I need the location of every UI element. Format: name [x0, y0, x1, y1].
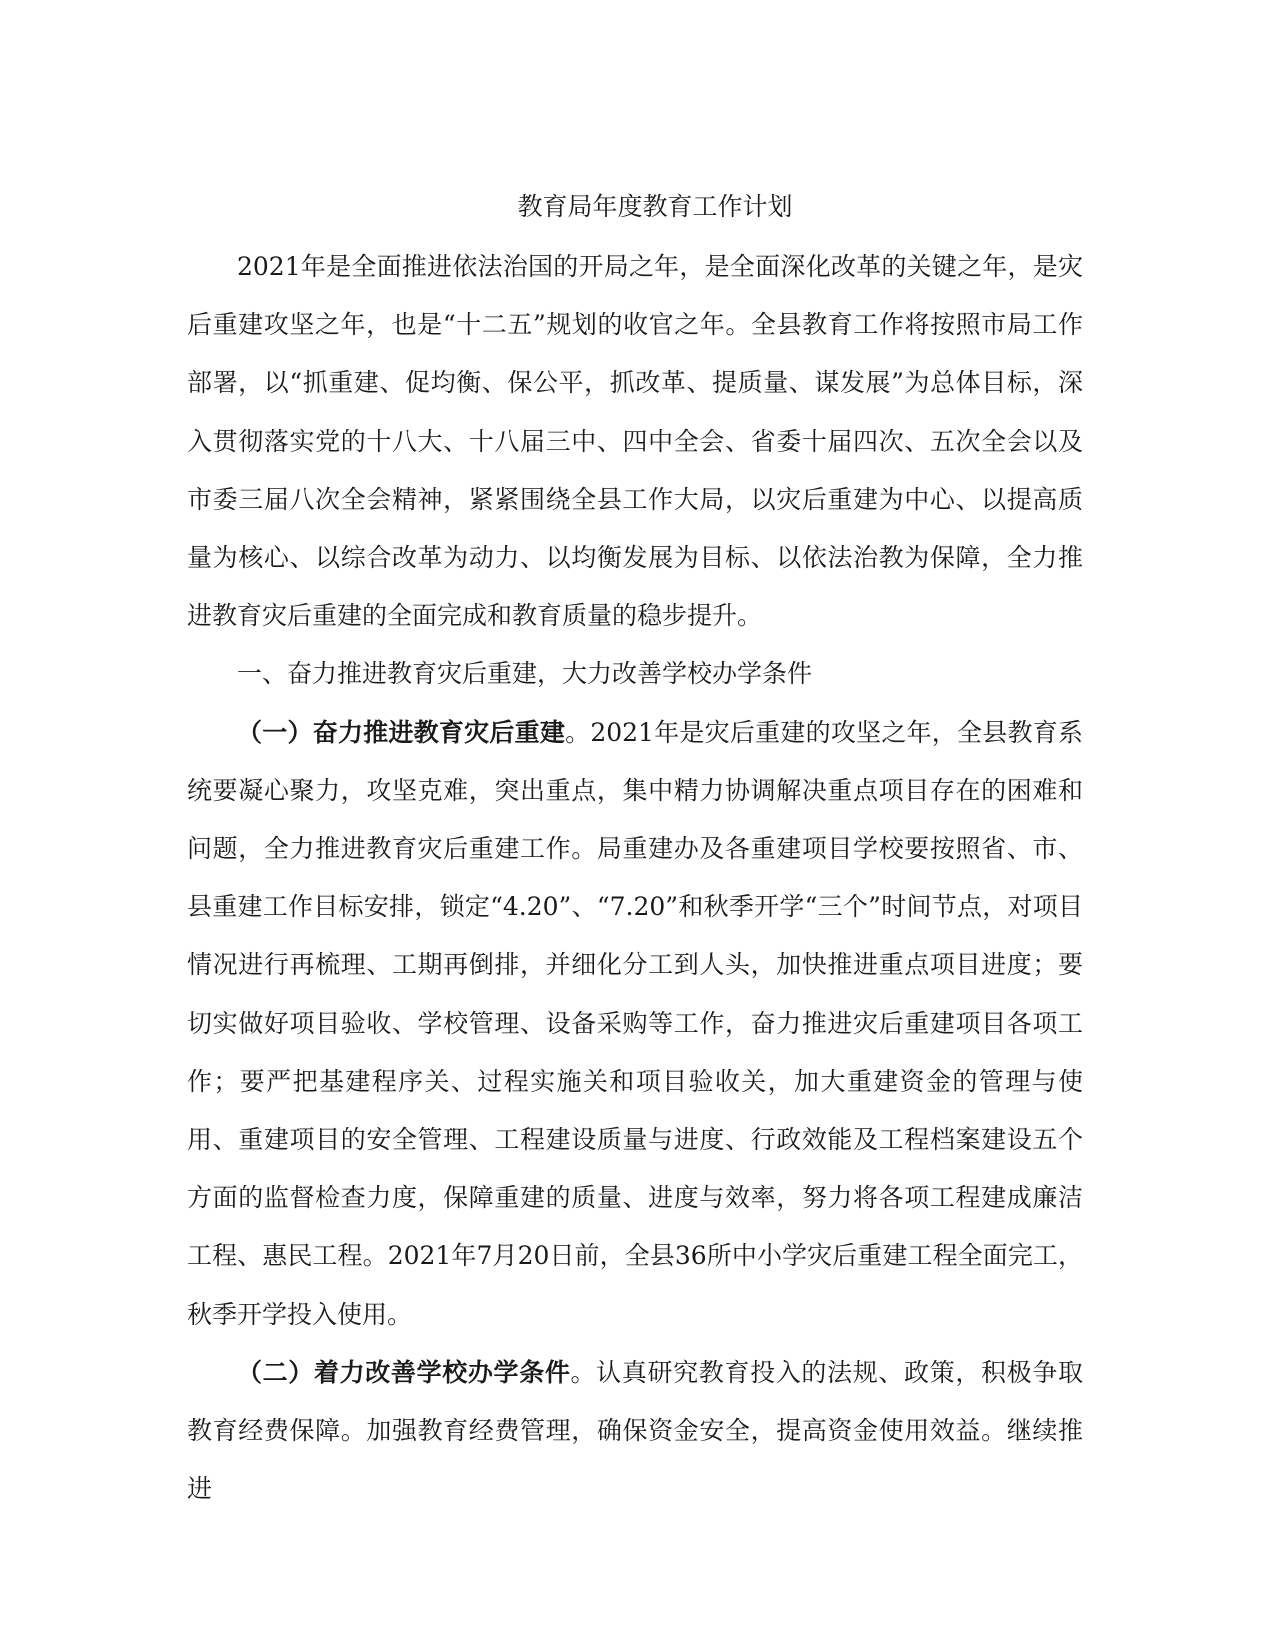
item-text-1: 。2021年是灾后重建的攻坚之年，全县教育系统要凝心聚力，攻坚克难，突出重点，集中精力协调解决重点项目存在的困难和问题，全力推进教育灾后重建工作。局重建办及各重建项目学校要按照省、市、县重建工作目标安排，锁定“4.20”、“7.20”和秋季开学“三个”时间节点，对项目情况进行再梳理、工期再倒排，并细化分工到人头，加快推进重点项目进度；要切实做好项目验收、学校管理、设备采购等工作，奋力推进灾后重建项目各项工作；要严把基建程序关、过程实施关和项目验收关，加大重建资金的管理与使用、重建项目的安全管理、工程建设质量与进度、行政效能及工程档案建设五个方面的监督检查力度，保障重建的质量、进度与效率，努力将各项工程建成廉洁工程、惠民工程。2021年7月20日前，全县36所中小学灾后重建工程全面完工，秋季开学投入使用。	[187, 717, 1083, 1329]
item-text-2: 。认真研究教育投入的法规、政策，积极争取教育经费保障。加强教育经费管理，确保资金安全，提高资金使用效益。继续推进	[187, 1357, 1083, 1504]
section-heading: 一、奋力推进教育灾后重建，大力改善学校办学条件	[237, 659, 813, 689]
item-paragraph-2	[187, 1344, 1083, 1519]
item-paragraph-1	[187, 704, 1083, 1344]
item-title-2: （二）着力改善学校办学条件	[237, 1357, 571, 1387]
item-title-1: （一）奋力推进教育灾后重建	[237, 717, 566, 747]
intro-paragraph: 2021年是全面推进依法治国的开局之年，是全面深化改革的关键之年，是灾后重建攻坚之年，也是“十二五”规划的收官之年。全县教育工作将按照市局工作部署，以“抓重建、促均衡、保公平，抓改革、提质量、谋发展”为总体目标，深入贯彻落实党的十八大、十八届三中、四中全会、省委十届四次、五次全会以及市委三届八次全会精神，紧紧围绕全县工作大局，以灾后重建为中心、以提高质量为核心、以综合改革为动力、以均衡发展为目标、以依法治教为保障，全力推进教育灾后重建的全面完成和教育质量的稳步提升。	[187, 252, 1083, 631]
document-body	[187, 178, 1083, 1518]
document-title: 教育局年度教育工作计划	[517, 192, 793, 221]
